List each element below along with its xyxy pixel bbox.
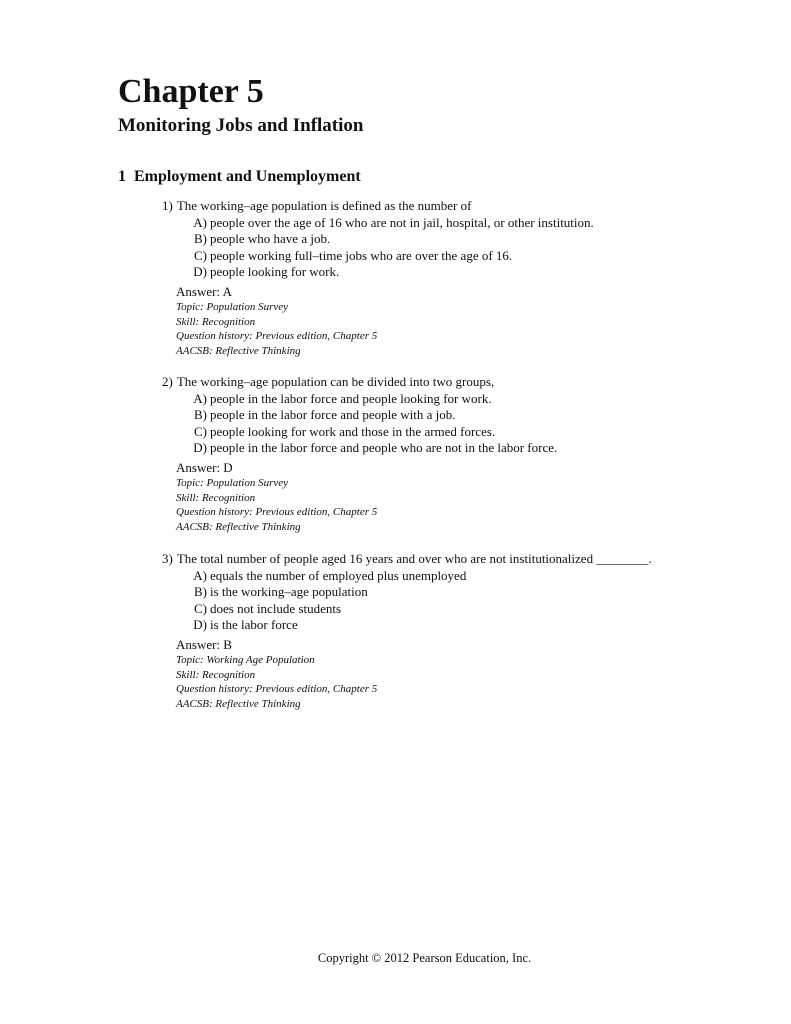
aacsb-line: AACSB: Reflective Thinking bbox=[176, 697, 301, 710]
choice-d bbox=[162, 440, 722, 457]
section-title: Employment and Unemployment bbox=[134, 168, 361, 185]
topic-line: Topic: Population Survey bbox=[176, 477, 289, 489]
answer-line: Answer: B bbox=[176, 636, 232, 652]
question-number: 3) bbox=[162, 551, 173, 566]
choice-text: equals the number of employed plus unemployed bbox=[210, 567, 467, 583]
topic-line: Topic: Population Survey bbox=[176, 301, 289, 313]
skill-line: Skill: Recognition bbox=[176, 315, 256, 328]
skill-line: Skill: Recognition bbox=[176, 491, 256, 504]
choice-text: people working full–time jobs who are over the age of 16. bbox=[210, 247, 513, 263]
choice-text: people in the labor force and people who are not in the labor force. bbox=[210, 440, 558, 455]
choice-letter: B) bbox=[194, 584, 207, 599]
choice-b bbox=[162, 584, 722, 601]
choice-letter: B) bbox=[194, 231, 207, 246]
question-number: 2) bbox=[162, 374, 173, 389]
choice-a bbox=[162, 215, 722, 232]
choice-text: is the working–age population bbox=[210, 584, 368, 599]
choice-list bbox=[162, 391, 722, 457]
aacsb-line: AACSB: Reflective Thinking bbox=[176, 520, 301, 533]
choice-text: people looking for work. bbox=[210, 264, 340, 279]
choice-letter: A) bbox=[193, 567, 207, 583]
aacsb-line: AACSB: Reflective Thinking bbox=[176, 344, 301, 357]
choice-letter: C) bbox=[194, 600, 207, 616]
choice-c bbox=[162, 601, 722, 618]
choice-letter: D) bbox=[193, 617, 207, 632]
choice-d bbox=[162, 617, 722, 634]
history-line: Question history: Previous edition, Chapter 5 bbox=[176, 506, 378, 518]
history-line: Question history: Previous edition, Chapter 5 bbox=[176, 683, 378, 695]
topic-line: Topic: Working Age Population bbox=[176, 654, 315, 666]
choice-text: is the labor force bbox=[210, 617, 298, 632]
choice-b bbox=[162, 231, 722, 248]
choice-letter: C) bbox=[194, 423, 207, 439]
skill-line: Skill: Recognition bbox=[176, 668, 256, 681]
history-line: Question history: Previous edition, Chapter 5 bbox=[176, 330, 378, 342]
choice-letter: A) bbox=[193, 390, 207, 406]
choice-text: does not include students bbox=[210, 600, 342, 616]
choice-list bbox=[162, 568, 722, 634]
question-1 bbox=[162, 198, 722, 358]
question-text: The working–age population is defined as the number of bbox=[176, 198, 472, 213]
choice-text: people looking for work and those in the armed forces. bbox=[210, 423, 496, 439]
question-stem bbox=[162, 374, 722, 391]
section-heading bbox=[118, 166, 361, 188]
chapter-subtitle: Monitoring Jobs and Inflation bbox=[118, 115, 364, 136]
question-number: 1) bbox=[162, 198, 173, 213]
question-3 bbox=[162, 551, 722, 711]
choice-list bbox=[162, 215, 722, 281]
chapter-title: Chapter 5 bbox=[118, 73, 264, 110]
choice-text: people in the labor force and people with a job. bbox=[210, 407, 456, 422]
choice-letter: D) bbox=[193, 264, 207, 279]
choice-c bbox=[162, 424, 722, 441]
question-text: The total number of people aged 16 years and over who are not institutionalized ________. bbox=[176, 551, 652, 566]
choice-d bbox=[162, 264, 722, 281]
question-2 bbox=[162, 374, 722, 534]
question-stem bbox=[162, 551, 722, 568]
choice-text: people in the labor force and people looking for work. bbox=[210, 390, 492, 406]
question-stem bbox=[162, 198, 722, 215]
choice-a bbox=[162, 391, 722, 408]
choice-text: people who have a job. bbox=[210, 231, 331, 246]
question-text: The working–age population can be divided into two groups, bbox=[176, 374, 495, 389]
choice-a bbox=[162, 568, 722, 585]
choice-letter: B) bbox=[194, 407, 207, 422]
choice-b bbox=[162, 407, 722, 424]
choice-letter: D) bbox=[193, 440, 207, 455]
choice-letter: A) bbox=[193, 214, 207, 230]
choice-letter: C) bbox=[194, 247, 207, 263]
answer-line: Answer: A bbox=[176, 283, 232, 299]
copyright-footer: Copyright © 2012 Pearson Education, Inc. bbox=[317, 951, 532, 965]
choice-c bbox=[162, 248, 722, 265]
section-number: 1 bbox=[118, 168, 126, 185]
answer-line: Answer: D bbox=[176, 459, 233, 475]
choice-text: people over the age of 16 who are not in jail, hospital, or other institution. bbox=[210, 214, 594, 230]
